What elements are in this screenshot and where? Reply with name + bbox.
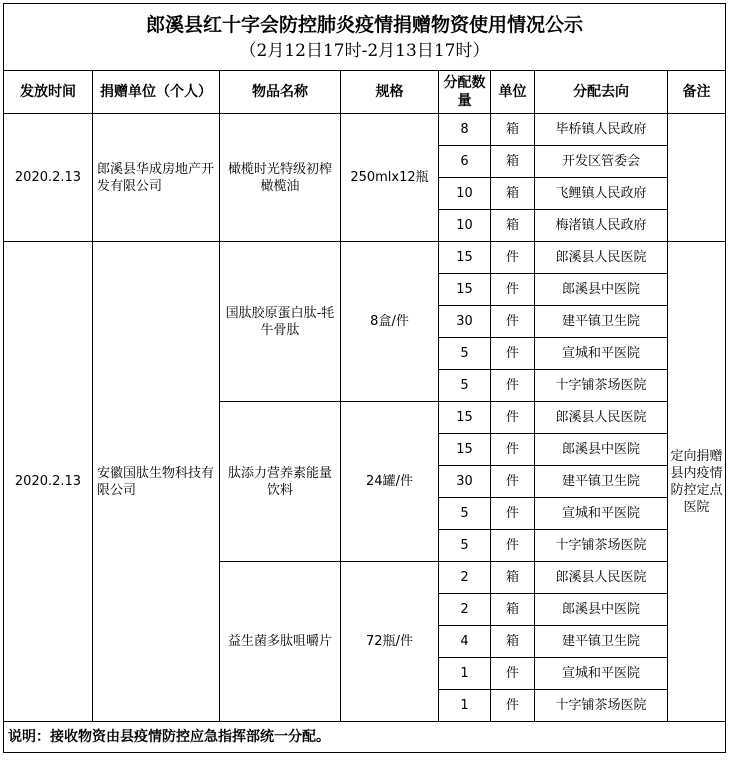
unit-cell: 件 xyxy=(491,242,535,274)
page-subtitle: （2月12日17时-2月13日17时） xyxy=(239,41,490,61)
dest-cell: 郎溪县中医院 xyxy=(535,434,668,466)
unit-cell: 件 xyxy=(491,530,535,562)
qty-cell: 10 xyxy=(439,210,491,242)
header-row xyxy=(4,71,726,114)
qty-cell: 5 xyxy=(439,498,491,530)
qty-cell: 1 xyxy=(439,690,491,722)
donor-cell: 郎溪县华成房地产开发有限公司 xyxy=(93,114,220,242)
item-name-cell: 肽添力营养素能量饮料 xyxy=(220,402,341,562)
unit-cell: 件 xyxy=(491,370,535,402)
dest-cell: 宣城和平医院 xyxy=(535,338,668,370)
dest-cell: 宣城和平医院 xyxy=(535,498,668,530)
dest-cell: 十字铺茶场医院 xyxy=(535,370,668,402)
qty-cell: 15 xyxy=(439,434,491,466)
dest-cell: 飞鲤镇人民政府 xyxy=(535,178,668,210)
qty-cell: 15 xyxy=(439,402,491,434)
donor-cell: 安徽国肽生物科技有限公司 xyxy=(93,242,220,722)
dest-cell: 郎溪县人民医院 xyxy=(535,402,668,434)
date-cell: 2020.2.13 xyxy=(4,114,93,242)
unit-cell: 件 xyxy=(491,306,535,338)
qty-cell: 10 xyxy=(439,178,491,210)
dest-cell: 建平镇卫生院 xyxy=(535,466,668,498)
unit-cell: 件 xyxy=(491,434,535,466)
qty-cell: 30 xyxy=(439,306,491,338)
qty-cell: 30 xyxy=(439,466,491,498)
dest-cell: 郎溪县人民医院 xyxy=(535,562,668,594)
unit-cell: 箱 xyxy=(491,146,535,178)
footer-row xyxy=(4,722,726,753)
table-row xyxy=(4,114,726,146)
title-block xyxy=(4,4,726,71)
dest-cell: 梅渚镇人民政府 xyxy=(535,210,668,242)
item-name-cell: 橄榄时光特级初榨橄榄油 xyxy=(220,114,341,242)
donation-table xyxy=(3,3,726,753)
unit-cell: 件 xyxy=(491,658,535,690)
dest-cell: 郎溪县中医院 xyxy=(535,274,668,306)
item-name-cell: 益生菌多肽咀嚼片 xyxy=(220,562,341,722)
spec-cell: 24罐/件 xyxy=(341,402,439,562)
dest-cell: 毕桥镇人民政府 xyxy=(535,114,668,146)
qty-cell: 15 xyxy=(439,274,491,306)
qty-cell: 5 xyxy=(439,338,491,370)
date-cell: 2020.2.13 xyxy=(4,242,93,722)
header-donor: 捐赠单位（个人） xyxy=(93,71,220,114)
unit-cell: 箱 xyxy=(491,594,535,626)
header-note: 备注 xyxy=(668,71,726,114)
unit-cell: 件 xyxy=(491,402,535,434)
spec-cell: 250mlx12瓶 xyxy=(341,114,439,242)
qty-cell: 8 xyxy=(439,114,491,146)
qty-cell: 5 xyxy=(439,530,491,562)
qty-cell: 2 xyxy=(439,594,491,626)
qty-cell: 15 xyxy=(439,242,491,274)
qty-cell: 6 xyxy=(439,146,491,178)
spec-cell: 72瓶/件 xyxy=(341,562,439,722)
table-row xyxy=(4,242,726,274)
spec-cell: 8盒/件 xyxy=(341,242,439,402)
page-title: 郎溪县红十字会防控肺炎疫情捐赠物资使用情况公示 xyxy=(146,14,584,36)
header-date: 发放时间 xyxy=(4,71,93,114)
dest-cell: 十字铺茶场医院 xyxy=(535,530,668,562)
qty-cell: 1 xyxy=(439,658,491,690)
header-dest: 分配去向 xyxy=(535,71,668,114)
unit-cell: 箱 xyxy=(491,114,535,146)
unit-cell: 件 xyxy=(491,690,535,722)
qty-cell: 2 xyxy=(439,562,491,594)
unit-cell: 箱 xyxy=(491,210,535,242)
header-spec: 规格 xyxy=(341,71,439,114)
header-unit: 单位 xyxy=(491,71,535,114)
dest-cell: 郎溪县人民医院 xyxy=(535,242,668,274)
unit-cell: 箱 xyxy=(491,626,535,658)
header-item: 物品名称 xyxy=(220,71,341,114)
qty-cell: 5 xyxy=(439,370,491,402)
unit-cell: 件 xyxy=(491,466,535,498)
unit-cell: 箱 xyxy=(491,178,535,210)
unit-cell: 箱 xyxy=(491,562,535,594)
unit-cell: 件 xyxy=(491,274,535,306)
note-cell: 定向捐赠县内疫情防控定点医院 xyxy=(668,242,726,722)
qty-cell: 4 xyxy=(439,626,491,658)
unit-cell: 件 xyxy=(491,338,535,370)
dest-cell: 郎溪县中医院 xyxy=(535,594,668,626)
header-qty: 分配数量 xyxy=(439,71,491,114)
item-name-cell: 国肽胶原蛋白肽-牦牛骨肽 xyxy=(220,242,341,402)
unit-cell: 件 xyxy=(491,498,535,530)
dest-cell: 开发区管委会 xyxy=(535,146,668,178)
dest-cell: 宣城和平医院 xyxy=(535,658,668,690)
dest-cell: 建平镇卫生院 xyxy=(535,306,668,338)
dest-cell: 建平镇卫生院 xyxy=(535,626,668,658)
dest-cell: 十字铺茶场医院 xyxy=(535,690,668,722)
footer-note: 说明：接收物资由县疫情防控应急指挥部统一分配。 xyxy=(4,722,726,753)
note-cell xyxy=(668,114,726,242)
